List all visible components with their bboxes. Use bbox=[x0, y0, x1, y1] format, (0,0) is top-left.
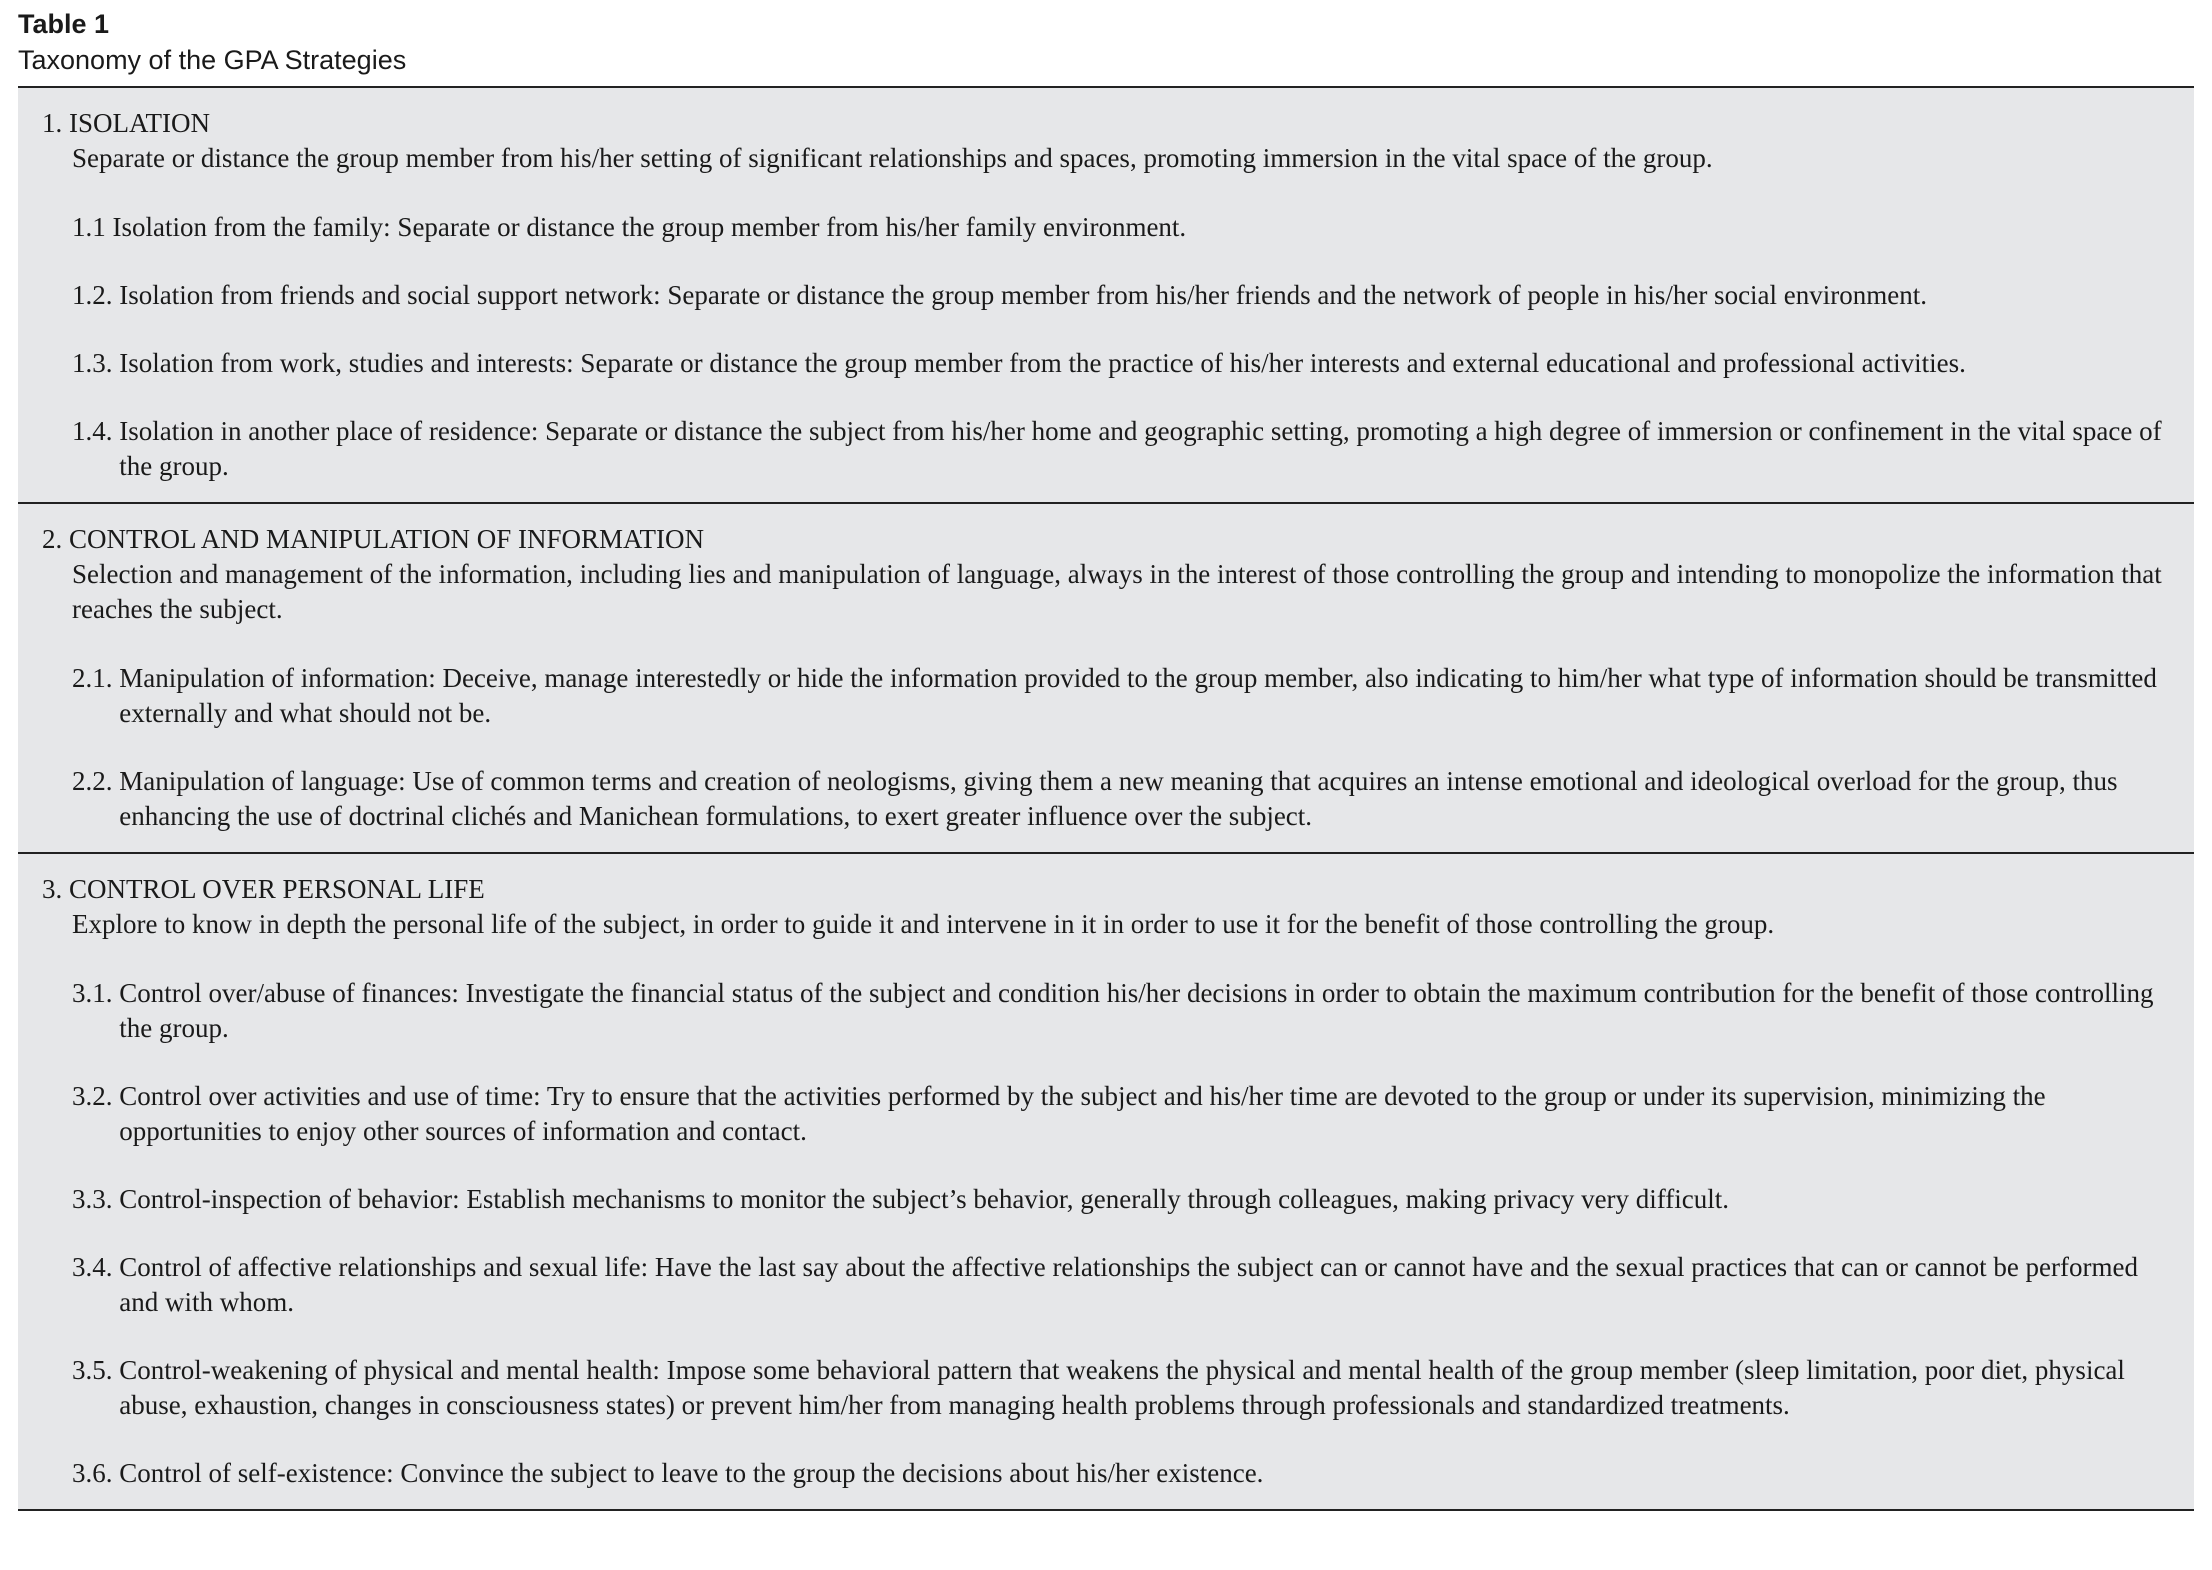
list-item bbox=[42, 1079, 2170, 1149]
section-control-information bbox=[18, 504, 2194, 854]
list-item bbox=[42, 1250, 2170, 1320]
list-item bbox=[42, 1353, 2170, 1423]
item-text: Control of self-existence: Convince the subject to leave to the group the decisions about his/her existence. bbox=[119, 1458, 1264, 1488]
item-text: Isolation from the family: Separate or distance the group member from his/her family environment. bbox=[112, 212, 1187, 242]
table-label: Table 1 bbox=[18, 9, 110, 39]
item-text: Control over/abuse of finances: Investigate the financial status of the subject and condition his/her decisions in order to obtain the maximum contribution for the benefit of those controlling the group. bbox=[119, 978, 2154, 1043]
item-number: 3.6. bbox=[72, 1458, 120, 1488]
item-number: 3.5. bbox=[72, 1355, 120, 1385]
item-number: 2.1. bbox=[72, 663, 120, 693]
list-item bbox=[42, 1456, 2170, 1491]
section-title: 2. CONTROL AND MANIPULATION OF INFORMATION bbox=[42, 524, 705, 554]
item-number: 1.1 bbox=[72, 212, 113, 242]
item-number: 3.2. bbox=[72, 1081, 120, 1111]
section-title: 1. ISOLATION bbox=[42, 108, 210, 138]
table-title: Taxonomy of the GPA Strategies bbox=[18, 45, 407, 75]
list-item bbox=[42, 764, 2170, 834]
item-text: Isolation in another place of residence: Separate or distance the subject from his/her home and geographic setting, promoting a high degree of immersion or confinement in the vital space of the group. bbox=[119, 416, 2162, 481]
list-item bbox=[42, 976, 2170, 1046]
item-text: Isolation from friends and social support network: Separate or distance the group member from his/her friends and the network of people in his/her social environment. bbox=[119, 280, 1927, 310]
list-item bbox=[42, 210, 2170, 245]
item-number: 3.4. bbox=[72, 1252, 120, 1282]
item-text: Manipulation of language: Use of common terms and creation of neologisms, giving them a new meaning that acquires an intense emotional and ideological overload for the group, thus enhancing the use of doctrinal clichés and Manichean formulations, to exert greater influence over the subject. bbox=[119, 766, 2118, 831]
item-number: 1.4. bbox=[72, 416, 120, 446]
taxonomy-table bbox=[18, 86, 2194, 1511]
item-number: 2.2. bbox=[72, 766, 120, 796]
item-number: 3.1. bbox=[72, 978, 120, 1008]
list-item bbox=[42, 1182, 2170, 1217]
item-text: Manipulation of information: Deceive, manage interestedly or hide the information provided to the group member, also indicating to him/her what type of information should be transmitted externally and what should not be. bbox=[119, 663, 2157, 728]
item-text: Control over activities and use of time: Try to ensure that the activities performed by the subject and his/her time are devoted to the group or under its supervision, minimizing the opportunities to enjoy other sources of information and contact. bbox=[119, 1081, 2046, 1146]
section-title: 3. CONTROL OVER PERSONAL LIFE bbox=[42, 874, 485, 904]
section-description: Selection and management of the information, including lies and manipulation of language, always in the interest of those controlling the group and intending to monopolize the information that reaches the subject. bbox=[72, 559, 2162, 624]
item-text: Control-weakening of physical and mental health: Impose some behavioral pattern that weakens the physical and mental health of the group member (sleep limitation, poor diet, physical abuse, exhaustion, changes in consciousness states) or prevent him/her from managing health problems through professionals and standardized treatments. bbox=[119, 1355, 2125, 1420]
table-caption bbox=[18, 6, 406, 78]
item-number: 1.2. bbox=[72, 280, 120, 310]
list-item bbox=[42, 414, 2170, 484]
list-item bbox=[42, 278, 2170, 313]
section-description: Explore to know in depth the personal life of the subject, in order to guide it and intervene in it in order to use it for the benefit of those controlling the group. bbox=[72, 909, 1775, 939]
item-number: 1.3. bbox=[72, 348, 120, 378]
section-isolation bbox=[18, 88, 2194, 504]
item-number: 3.3. bbox=[72, 1184, 120, 1214]
item-text: Isolation from work, studies and interests: Separate or distance the group member from the practice of his/her interests and external educational and professional activities. bbox=[119, 348, 1966, 378]
section-description: Separate or distance the group member from his/her setting of significant relationships and spaces, promoting immersion in the vital space of the group. bbox=[72, 143, 1713, 173]
item-text: Control of affective relationships and sexual life: Have the last say about the affective relationships the subject can or cannot have and the sexual practices that can or cannot be performed and with whom. bbox=[119, 1252, 2139, 1317]
section-control-personal-life bbox=[18, 854, 2194, 1511]
item-text: Control-inspection of behavior: Establish mechanisms to monitor the subject’s behavior, generally through colleagues, making privacy very difficult. bbox=[119, 1184, 1730, 1214]
list-item bbox=[42, 346, 2170, 381]
list-item bbox=[42, 661, 2170, 731]
